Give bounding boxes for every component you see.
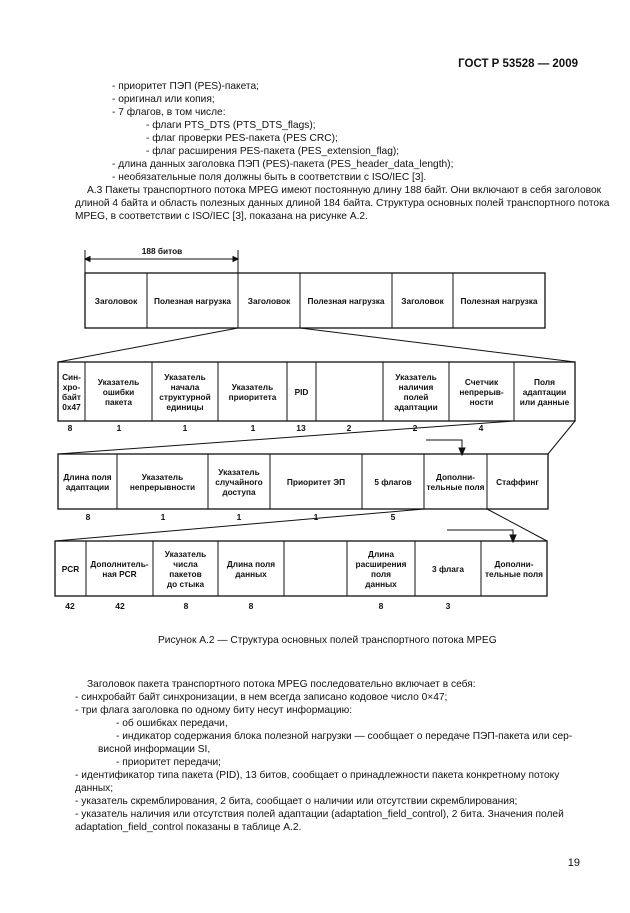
row1-cell: Заголовок [247, 295, 291, 306]
row2-cell: Указатель ошибки пакета [97, 376, 140, 407]
row2-cell: Син- хро- байт 0x47 [62, 371, 81, 412]
paragraph-line: - приоритет передачи; [116, 757, 221, 768]
page-number: 19 [567, 857, 580, 869]
row3-cell: Стаффинг [496, 476, 539, 487]
row3-cell: 5 флагов [374, 476, 412, 487]
list-item: - флаг проверки PES-пакета (PES CRC); [146, 133, 338, 144]
bit-count: 8 [67, 423, 73, 433]
bit-count: 3 [445, 601, 451, 611]
bit-count: 8 [183, 601, 189, 611]
bit-count: 8 [378, 601, 384, 611]
row3-cell: Длина поля адаптации [63, 471, 112, 492]
row1-cell: Полезная нагрузка [154, 295, 231, 306]
paragraph-line: висной информации SI, [98, 744, 211, 755]
row3-cell: Приоритет ЭП [286, 476, 346, 487]
paragraph-line: А.3 Пакеты транспортного потока MPEG имеют постоянную длину 188 байт. Они включают в себя заголовок [87, 185, 602, 196]
paragraph-line: MPEG, в соответствии с ISO/IEC [3], показана на рисунке А.2. [75, 211, 368, 222]
row2-cell: Указатель приоритета [228, 381, 277, 402]
figure-caption: Рисунок А.2 — Структура основных полей транспортного потока MPEG [158, 635, 497, 646]
bit-count: 1 [313, 512, 319, 522]
row2-cell: Поля адаптации или данные [519, 376, 570, 407]
row1-cell: Заголовок [94, 295, 138, 306]
paragraph-line: длиной 4 байта и область полезных данных длиной 184 байта. Структура основных полей транспортного потока [75, 198, 610, 209]
row1-cell: Полезная нагрузка [460, 295, 538, 306]
row4-cell [284, 541, 347, 596]
row1-cell: Заголовок [401, 295, 444, 306]
bit-count: 8 [248, 601, 254, 611]
row2-cell [316, 362, 383, 421]
paragraph-line: - синхробайт байт синхронизации, в нем всегда записано кодовое число 0×47; [75, 692, 448, 703]
row1-cell: Полезная нагрузка [307, 295, 385, 306]
row4-cell: Дополни- тельные поля [484, 558, 544, 579]
row3-cell: Указатель случайного доступа [215, 466, 263, 497]
arrow-head [233, 257, 238, 262]
paragraph-line: - указатель скремблирования, 2 бита, сообщает о наличии или отсутствии скремблирования; [75, 796, 518, 807]
row4-cell: PCR [61, 563, 80, 574]
arrow-head [85, 257, 90, 262]
bit-count: 2 [412, 423, 418, 433]
paragraph-line: Заголовок пакета транспортного потока MPEG последовательно включает в себя: [87, 679, 476, 690]
paragraph-line: - об ошибках передачи, [116, 718, 228, 729]
list-item: - флаг расширения PES-пакета (PES_extension_flag); [146, 146, 400, 157]
paragraph-line: adaptation_field_control показаны в таблице А.2. [75, 822, 302, 833]
row2-cell: Указатель начала структурной единицы [159, 371, 211, 412]
bit-count: 42 [115, 601, 125, 611]
bit-count: 1 [160, 512, 166, 522]
paragraph-line: - индикатор содержания блока полезной нагрузки — сообщает о передаче ПЭП-пакета или сер- [116, 731, 573, 742]
row2-cell: Указатель наличия полей адаптации [394, 371, 438, 412]
list-item: - длина данных заголовка ПЭП (PES)-пакета (PES_header_data_length); [112, 159, 454, 170]
row4-cell: Дополнитель- ная PCR [90, 558, 149, 579]
bit-count: 2 [346, 423, 352, 433]
row4-cell: Указатель числа пакетов до стыка [164, 548, 207, 589]
paragraph-line: - указатель наличия или отсутствия полей адаптации (adaptation_field_control), 2 бита. Значения полей [75, 809, 564, 820]
list-item: - флаги PTS_DTS (PTS_DTS_flags); [146, 120, 316, 131]
paragraph-line: - три флага заголовка по одному биту несут информацию: [75, 705, 353, 716]
row4-cell: 3 флага [432, 563, 464, 574]
row4-cell: Длина поля данных [226, 558, 276, 579]
row2-cell: Счетчик непрерыв- ности [459, 376, 504, 407]
row2-cell: PID [294, 386, 309, 397]
bit-count: 1 [182, 423, 188, 433]
bit-count: 1 [250, 423, 256, 433]
bit-count: 5 [390, 512, 396, 522]
bit-count: 4 [478, 423, 484, 433]
paragraph-line: - идентификатор типа пакета (PID), 13 битов, сообщает о принадлежности пакета конкретному потоку [75, 770, 560, 781]
bit-count: 8 [85, 512, 91, 522]
bit-count: 13 [296, 423, 306, 433]
list-item: - оригинал или копия; [112, 94, 215, 105]
list-item: - приоритет ПЭП (PES)-пакета; [112, 81, 259, 92]
bit-count: 1 [236, 512, 242, 522]
bit-count: 42 [65, 601, 75, 611]
paragraph-line: данных; [75, 783, 114, 794]
row3-cell: Дополни- тельные поля [426, 471, 485, 492]
list-item: - 7 флагов, в том числе: [112, 107, 226, 118]
row4-cell: Длина расширения поля данных [355, 548, 407, 589]
list-item: - необязательные поля должны быть в соответствии с ISO/IEC [3]. [112, 172, 427, 183]
document-header: ГОСТ Р 53528 — 2009 [458, 58, 578, 70]
bits-label: 188 битов [141, 246, 183, 256]
row3-cell: Указатель непрерывности [129, 471, 196, 492]
bit-count: 1 [116, 423, 122, 433]
